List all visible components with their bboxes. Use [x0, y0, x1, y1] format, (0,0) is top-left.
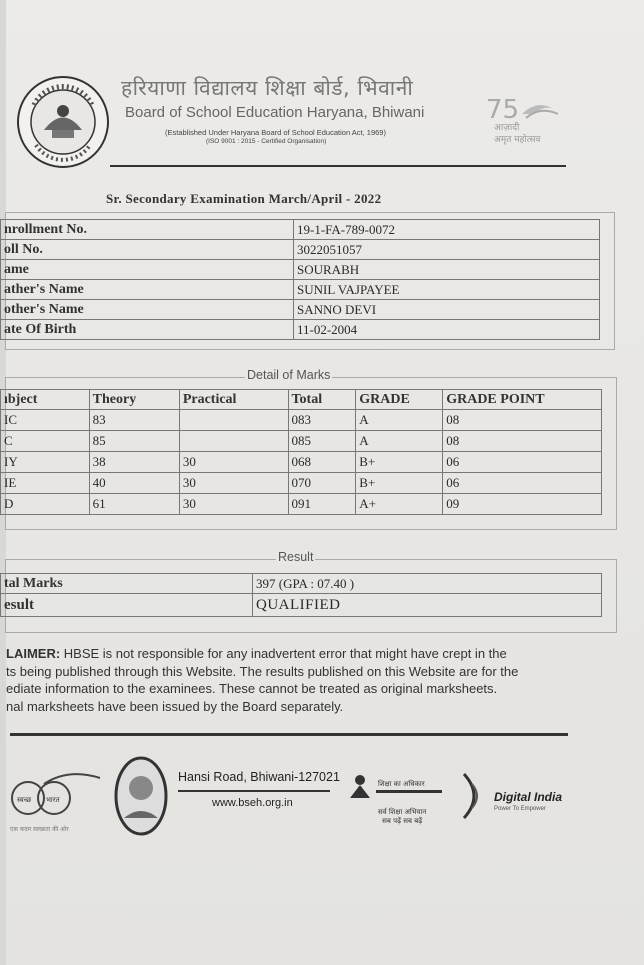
marks-cell: IE	[1, 473, 90, 494]
result-table	[0, 573, 602, 617]
azadi-line1: आज़ादी	[494, 123, 520, 133]
marks-row	[1, 431, 602, 452]
marks-row	[1, 410, 602, 431]
digital-india-tagline: Power To Empower	[494, 806, 546, 812]
marks-cell	[179, 431, 288, 452]
marks-cell	[179, 410, 288, 431]
marks-cell: IC	[1, 410, 90, 431]
result-document	[6, 0, 644, 965]
student-info-label: ate Of Birth	[1, 320, 294, 340]
marks-header-cell: ıbject	[1, 390, 90, 410]
student-info-value: 19-1-FA-789-0072	[294, 220, 600, 240]
disclaimer	[6, 645, 636, 715]
marks-cell: 08	[443, 410, 602, 431]
disclaimer-line2: ts being published through this Website. The results published on this Website are for the	[6, 663, 519, 679]
marks-cell: 85	[89, 431, 179, 452]
student-info-label: ame	[1, 260, 294, 280]
marks-cell: A	[356, 431, 443, 452]
total-marks-row	[1, 574, 602, 594]
marks-cell: A+	[356, 494, 443, 515]
student-info-value: SOURABH	[294, 260, 600, 280]
shiksha-subtitle: सर्व शिक्षा अभियान सब पढ़ें सब बढ़ें	[378, 808, 427, 825]
total-marks-label: tal Marks	[1, 574, 253, 594]
exam-title: Sr. Secondary Examination March/April - 2022	[106, 191, 382, 206]
swachh-left: स्वच्छ	[17, 796, 32, 804]
marks-cell: 38	[89, 452, 179, 473]
student-info-row	[1, 260, 600, 280]
disclaimer-line4: nal marksheets have been issued by the Board separately.	[6, 698, 344, 714]
marks-table	[0, 389, 602, 515]
marks-cell: 30	[179, 494, 288, 515]
footer-divider	[10, 733, 568, 736]
student-info-row	[1, 280, 600, 300]
established-note: (Established Under Haryana Board of School Education Act, 1969)	[165, 128, 386, 137]
marks-cell: C	[1, 431, 90, 452]
azadi-text	[494, 122, 564, 146]
student-info-row	[1, 320, 600, 340]
student-info-row	[1, 220, 600, 240]
board-address: Hansi Road, Bhiwani-127021	[178, 770, 340, 784]
marks-cell: A	[356, 410, 443, 431]
marks-cell: 091	[288, 494, 356, 515]
marks-cell: 06	[443, 452, 602, 473]
marks-cell: 40	[89, 473, 179, 494]
marks-header-row	[1, 390, 602, 410]
marks-header-cell: Total	[288, 390, 356, 410]
marks-header-cell: Practical	[179, 390, 288, 410]
marks-cell: 30	[179, 452, 288, 473]
board-website: www.bseh.org.in	[212, 797, 293, 809]
student-info-label: oll No.	[1, 240, 294, 260]
marks-cell: 085	[288, 431, 356, 452]
marks-row	[1, 473, 602, 494]
shiksha-tagline: शिक्षा का अधिकार	[378, 780, 425, 788]
student-info-table	[0, 219, 600, 340]
student-info-value: 11-02-2004	[294, 320, 600, 340]
result-row	[1, 594, 602, 617]
student-info-label: ather's Name	[1, 280, 294, 300]
iso-note: (ISO 9001 : 2015 - Certified Organisation)	[206, 138, 327, 145]
header-divider	[110, 165, 566, 167]
marks-cell: 61	[89, 494, 179, 515]
student-info-row	[1, 300, 600, 320]
marks-cell: D	[1, 494, 90, 515]
marks-cell: B+	[356, 452, 443, 473]
marks-row	[1, 494, 602, 515]
azadi-ka-amrit-mahotsav-logo	[486, 92, 566, 124]
result-legend: Result	[278, 550, 314, 564]
marks-cell: 068	[288, 452, 356, 473]
marks-cell: 09	[443, 494, 602, 515]
digital-india-text: Digital India	[494, 790, 563, 804]
marks-cell: 83	[89, 410, 179, 431]
swachh-right: भारत	[46, 796, 60, 804]
board-title-english: Board of School Education Haryana, Bhiwani	[125, 104, 425, 121]
result-label: esult	[1, 594, 253, 617]
disclaimer-label: LAIMER:	[6, 646, 61, 661]
student-info-label: other's Name	[1, 300, 294, 320]
student-info-row	[1, 240, 600, 260]
marks-cell: 070	[288, 473, 356, 494]
marks-cell: B+	[356, 473, 443, 494]
digital-india-logo	[458, 768, 488, 824]
total-marks-value: 397 (GPA : 07.40 )	[253, 574, 602, 594]
student-info-label: nrollment No.	[1, 220, 294, 240]
marks-legend: Detail of Marks	[247, 368, 331, 382]
board-title-hindi: हरियाणा विद्यालय शिक्षा बोर्ड, भिवानी	[121, 76, 414, 100]
disclaimer-line1: LAIMER: HBSE is not responsible for any inadvertent error that might have crept in the	[6, 646, 507, 661]
swachh-bharat-logo	[8, 766, 108, 826]
azadi-number: 75	[486, 95, 520, 125]
beti-bachao-logo	[114, 756, 168, 836]
swachh-bharat-tagline: एक कदम स्वच्छता की ओर	[10, 826, 69, 833]
marks-cell: 30	[179, 473, 288, 494]
azadi-line2: अमृत महोत्सव	[494, 135, 541, 145]
result-value: QUALIFIED	[253, 594, 602, 617]
student-info-value: SUNIL VAJPAYEE	[294, 280, 600, 300]
address-underline	[178, 790, 330, 792]
marks-cell: 083	[288, 410, 356, 431]
board-seal-logo	[16, 75, 111, 170]
marks-cell: IY	[1, 452, 90, 473]
board-header	[16, 70, 576, 170]
disclaimer-line3: ediate information to the examinees. These cannot be treated as original marksheets.	[6, 681, 498, 696]
marks-header-cell: Theory	[89, 390, 179, 410]
marks-cell: 08	[443, 431, 602, 452]
marks-header-cell: GRADE	[356, 390, 443, 410]
marks-cell: 06	[443, 473, 602, 494]
marks-header-cell: GRADE POINT	[443, 390, 602, 410]
student-info-value: SANNO DEVI	[294, 300, 600, 320]
student-info-value: 3022051057	[294, 240, 600, 260]
marks-row	[1, 452, 602, 473]
